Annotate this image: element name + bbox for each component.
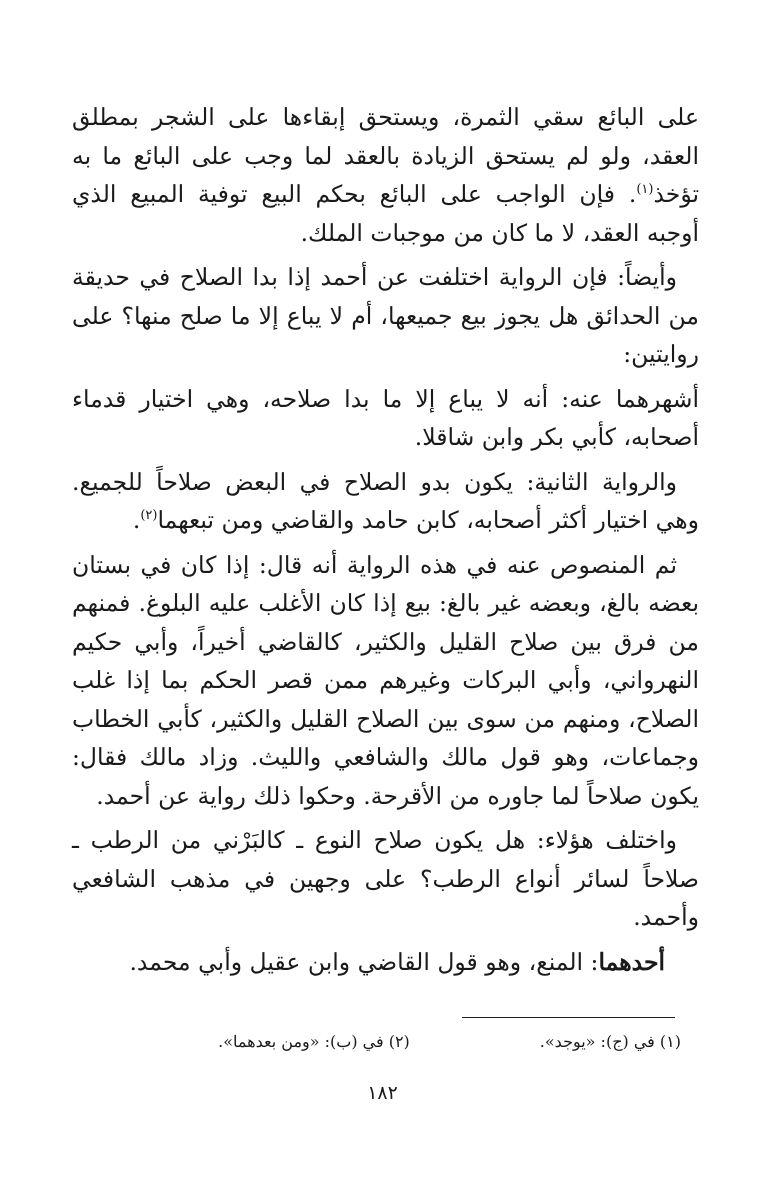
footnote-2: (٢) في (ب): «ومن بعدهما». (218, 1032, 410, 1051)
page-body (72, 98, 699, 981)
footnote-ref-2: (٢) (140, 508, 158, 524)
footnote-1: (١) في (ج): «يوجد». (539, 1032, 681, 1051)
paragraph-4-end: . (132, 506, 141, 534)
paragraph-7 (72, 943, 699, 982)
paragraph-6: واختلف هؤلاء: هل يكون صلاح النوع ـ كالبَرْني من الرطب ـ صلاحاً لسائر أنواع الرطب؟ على وجهين في مذهب الشافعي وأحمد. (72, 826, 699, 931)
paragraph-4 (72, 463, 699, 540)
paragraph-5: ثم المنصوص عنه في هذه الرواية أنه قال: إذا كان في بستان بعضه بالغ، وبعضه غير بالغ: بيع إذا كان الأغلب عليه البلوغ. فمنهم من فرق بين صلاح القليل والكثير، كالقاضي أخيراً، وأبي حكيم النهرواني، وأبي البركات وغيرهم ممن قصر الحكم بما إذا غلب الصلاح، ومنهم من سوى بين الصلاح القليل والكثير، كأبي الخطاب وجماعات، وهو قول مالك والشافعي والليث. وزاد مالك فقال: يكون صلاحاً لما جاوره من الأقرحة. وحكوا ذلك رواية عن أحمد. (72, 550, 699, 810)
paragraph-7-text: : المنع، وهو قول القاضي وابن عقيل وأبي محمد. (129, 947, 599, 976)
paragraph-7-bold: أحدهما (598, 947, 665, 976)
paragraph-4-text: والرواية الثانية: يكون بدو الصلاح في البعض صلاحاً للجميع. وهي اختيار أكثر أصحابه، كابن حامد والقاضي ومن تبعهما (72, 467, 699, 534)
page-number: ١٨٢ (367, 1082, 398, 1104)
footnote-divider (462, 1017, 675, 1018)
footnote-ref-1: (١) (636, 182, 654, 198)
paragraph-1-text: على البائع سقي الثمرة، ويستحق إبقاءها على الشجر بمطلق العقد، ولو لم يستحق الزيادة بالعقد لما وجب على البائع ما به تؤخذ (72, 103, 699, 208)
paragraph-1-end: . فإن الواجب على البائع بحكم البيع توفية المبيع الذي أوجبه العقد، لا ما كان من موجبات الملك. (72, 180, 699, 247)
paragraph-2: وأيضاً: فإن الرواية اختلفت عن أحمد إذا بدا الصلاح في حديقة من الحدائق هل يجوز بيع جميعها، أم لا يباع إلا ما صلح منها؟ على روايتين: (72, 263, 699, 368)
paragraph-3: أشهرهما عنه: أنه لا يباع إلا ما بدا صلاحه، وهي اختيار قدماء أصحابه، كأبي بكر وابن شاقلا. (72, 384, 699, 451)
paragraph-1 (72, 98, 699, 252)
footnotes (72, 1030, 681, 1054)
